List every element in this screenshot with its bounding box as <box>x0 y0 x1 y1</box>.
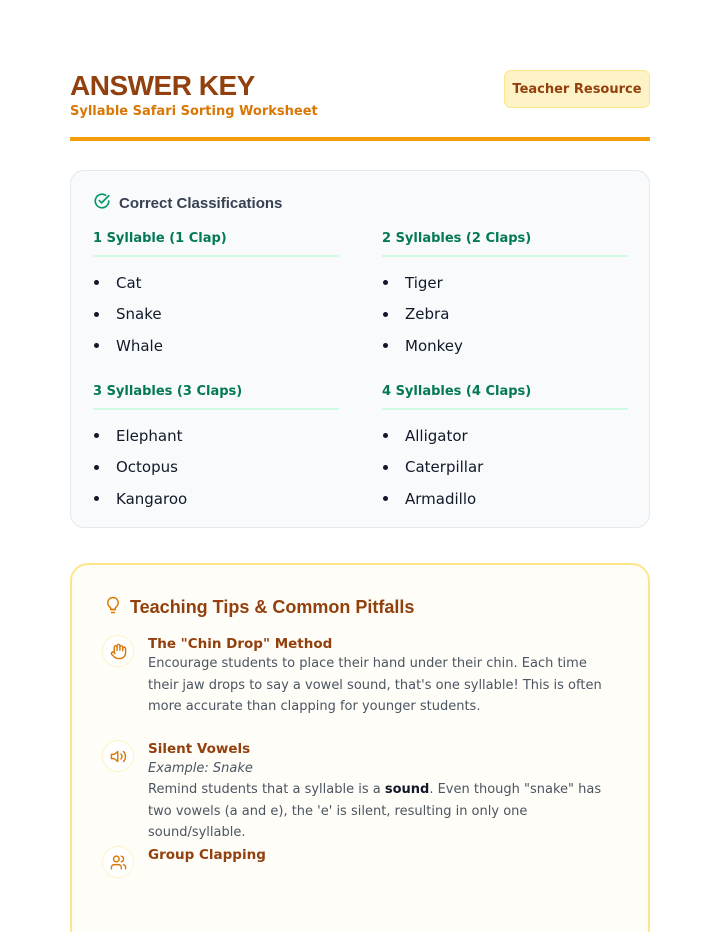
group-divider <box>93 408 339 410</box>
word: Octopus <box>116 458 178 477</box>
header-divider <box>70 137 650 141</box>
classifications-title: Correct Classifications <box>119 194 283 212</box>
group-title: 4 Syllables (4 Claps) <box>382 384 532 399</box>
group-title: 1 Syllable (1 Clap) <box>93 231 227 246</box>
tip-example: Example: Snake <box>148 761 253 776</box>
list-item <box>93 452 339 484</box>
classifications-card <box>70 170 650 528</box>
list-item <box>382 452 628 484</box>
group-title: 2 Syllables (2 Claps) <box>382 231 532 246</box>
list-item <box>93 299 339 331</box>
list-item <box>382 330 628 362</box>
word: Elephant <box>116 426 183 445</box>
word: Tiger <box>405 273 443 292</box>
list-item <box>93 330 339 362</box>
teacher-resource-badge: Teacher Resource <box>504 70 650 108</box>
group-2-syllables <box>382 229 628 362</box>
group-4-syllables <box>382 382 628 515</box>
list-item <box>382 483 628 515</box>
group-3-syllables <box>93 382 339 515</box>
word-list <box>382 267 628 362</box>
word: Snake <box>116 305 162 324</box>
page-title: ANSWER KEY <box>70 70 255 101</box>
word: Whale <box>116 336 163 355</box>
word: Cat <box>116 273 142 292</box>
lightbulb-icon <box>104 595 130 619</box>
users-icon <box>102 846 134 878</box>
list-item <box>382 267 628 299</box>
page-subtitle: Syllable Safari Sorting Worksheet <box>70 104 318 119</box>
word: Alligator <box>405 426 468 445</box>
tips-header <box>104 595 414 619</box>
word: Monkey <box>405 336 463 355</box>
group-divider <box>93 255 339 257</box>
tip-title: The "Chin Drop" Method <box>148 636 333 652</box>
list-item <box>382 299 628 331</box>
word: Kangaroo <box>116 489 188 508</box>
check-circle-icon <box>93 192 119 214</box>
word-list <box>93 267 339 362</box>
list-item <box>93 267 339 299</box>
group-divider <box>382 408 628 410</box>
word-list <box>93 420 339 515</box>
group-divider <box>382 255 628 257</box>
speaker-icon <box>102 740 134 772</box>
tip-text: Remind students that a syllable is a sound. Even though "snake" has two vowels (a and e), the 'e' is silent, resulting in only one sound/syllable. <box>148 782 602 840</box>
word-list <box>382 420 628 515</box>
word: Zebra <box>405 305 450 324</box>
group-title: 3 Syllables (3 Claps) <box>93 384 243 399</box>
emphasis: sound <box>384 782 430 797</box>
header <box>70 70 650 142</box>
word: Caterpillar <box>405 458 484 477</box>
list-item <box>93 483 339 515</box>
teaching-tips-card <box>70 563 650 932</box>
classifications-header <box>93 193 282 213</box>
group-1-syllable <box>93 229 339 362</box>
tips-title: Teaching Tips & Common Pitfalls <box>130 596 415 617</box>
word: Armadillo <box>405 489 477 508</box>
list-item <box>382 420 628 452</box>
hand-icon <box>102 635 134 667</box>
tip-text: Encourage students to place their hand under their chin. Each time their jaw drops to say a vowel sound, that's one syllable! This is often more accurate than clapping for younger students. <box>148 656 602 714</box>
tip-title: Group Clapping <box>148 847 266 863</box>
tip-title: Silent Vowels <box>148 741 251 757</box>
list-item <box>93 420 339 452</box>
